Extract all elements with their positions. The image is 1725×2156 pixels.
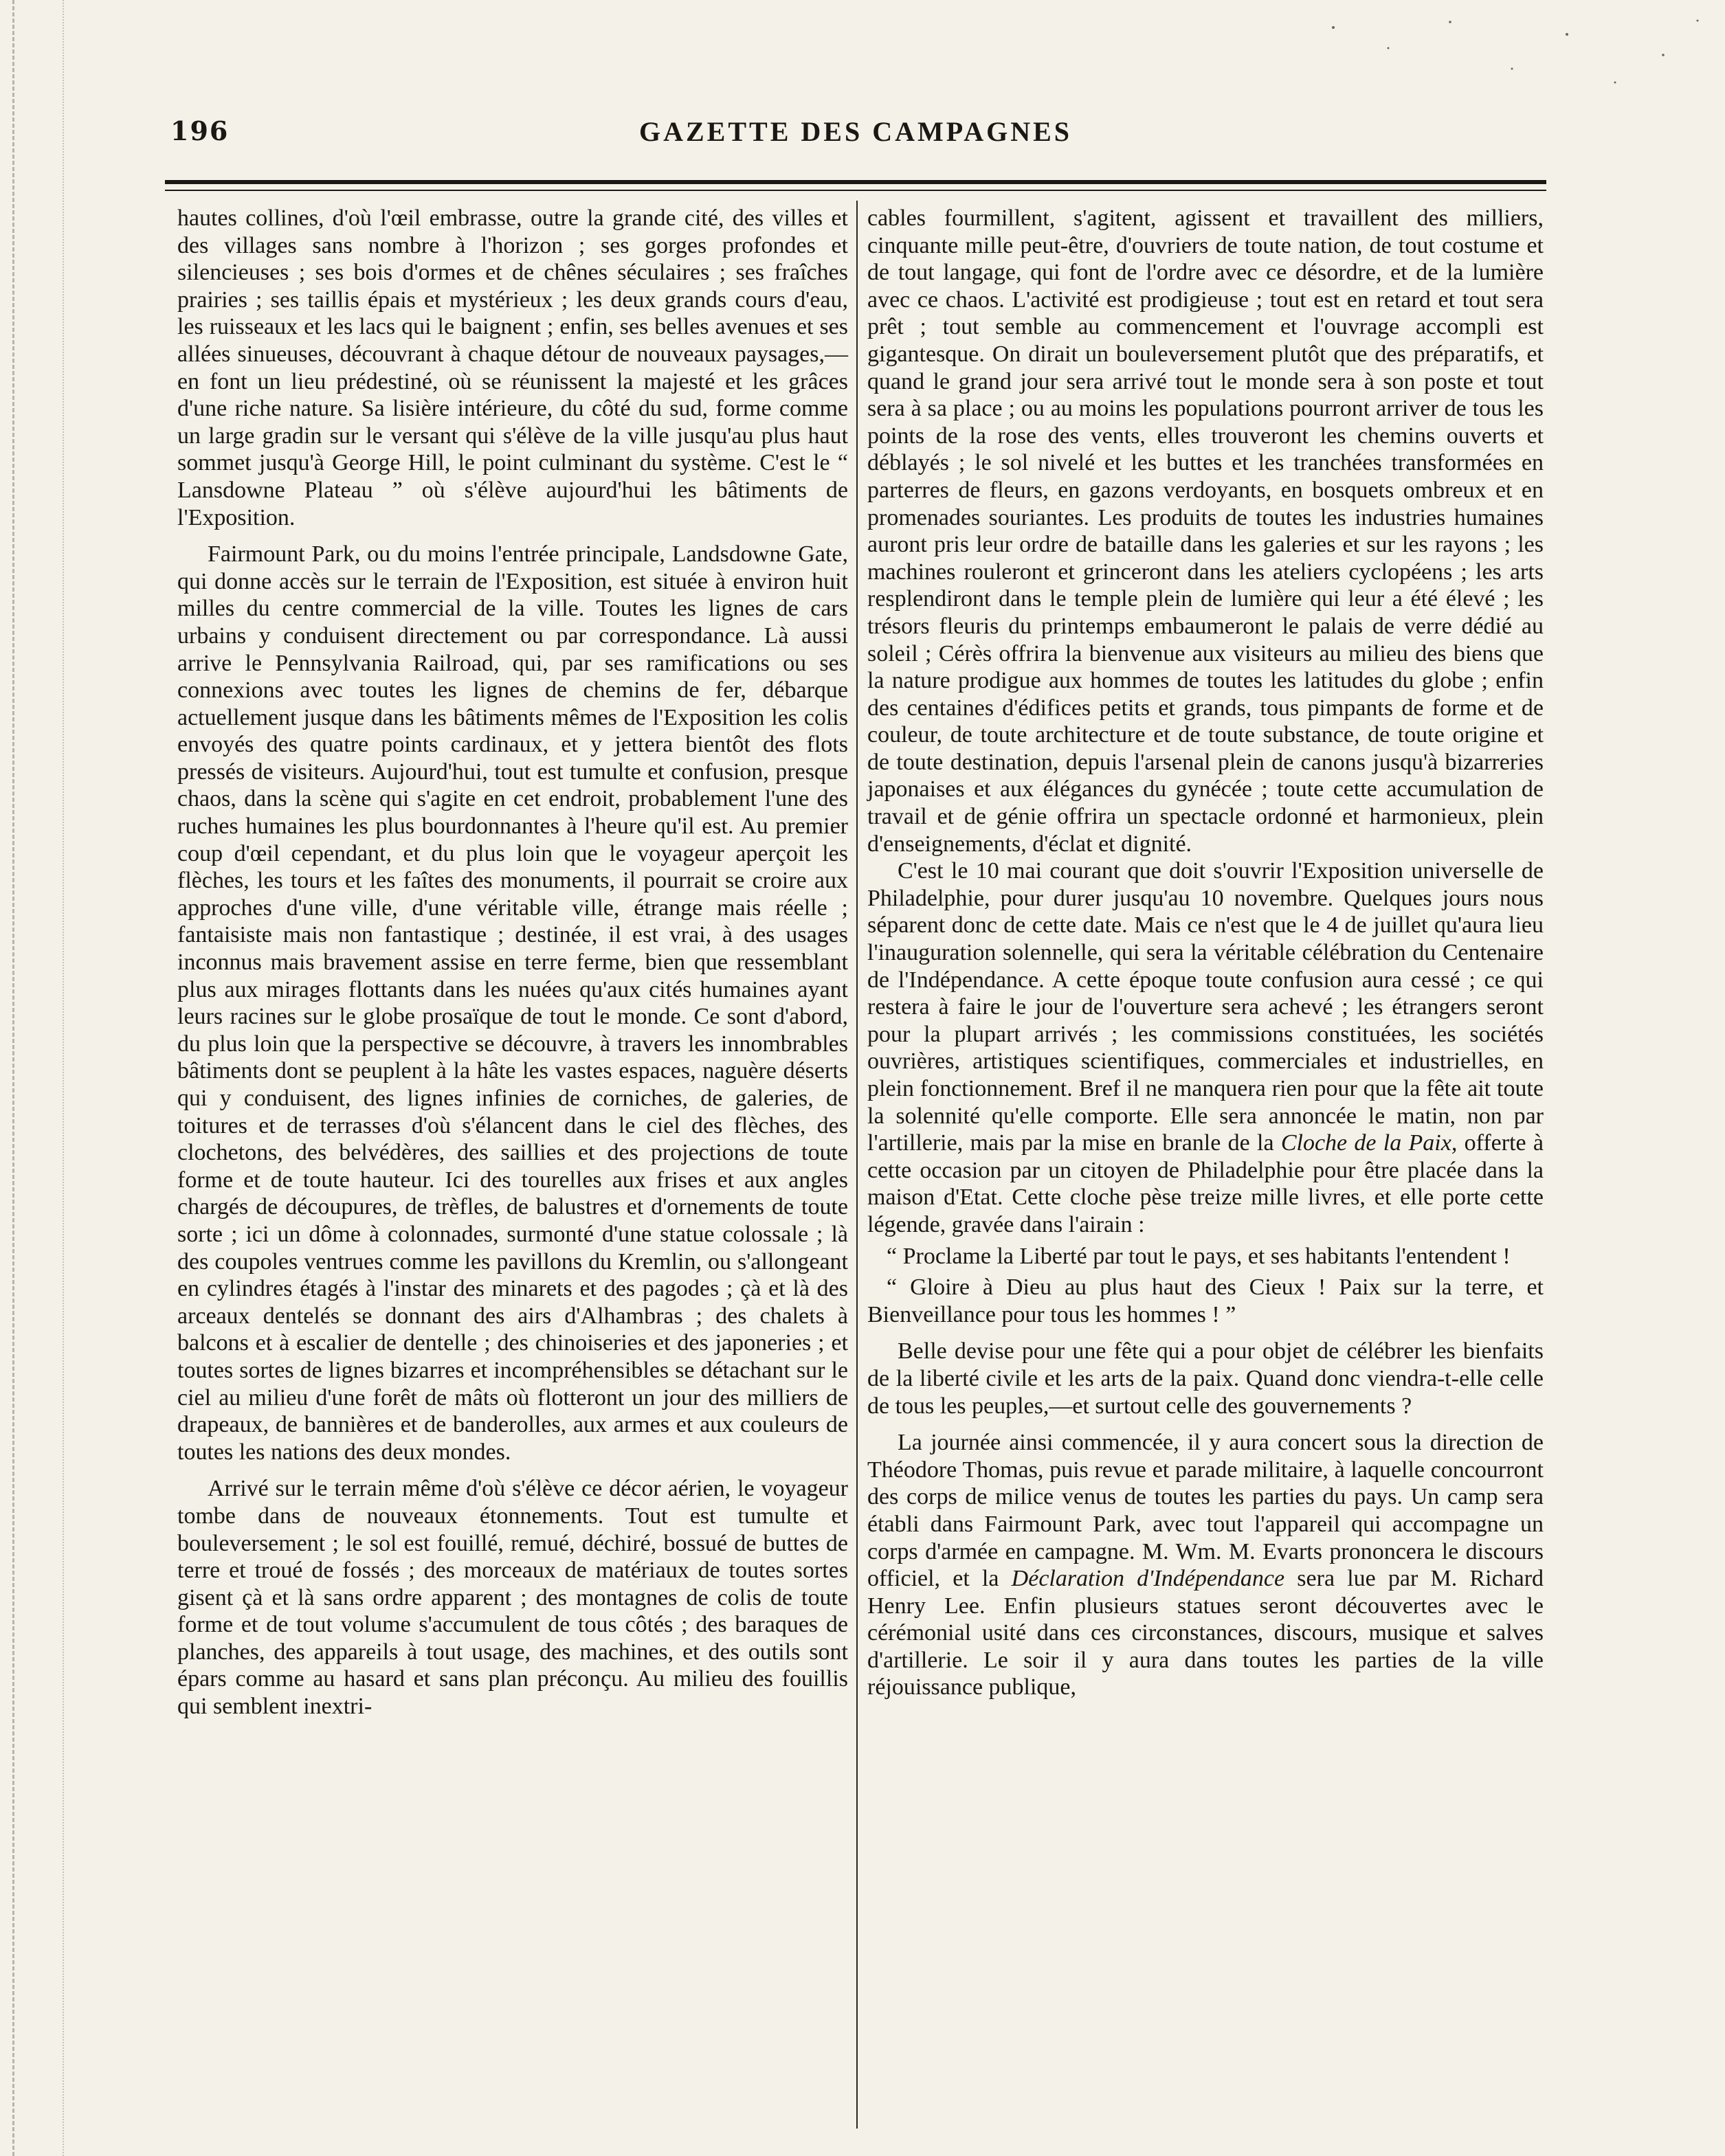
page-number: 196 <box>170 115 230 146</box>
inscription-quote: “ Proclame la Liberté par tout le pays, et ses habitants l'entendent ! <box>887 1243 1511 1269</box>
left-column <box>177 205 848 2108</box>
paragraph: cables fourmillent, s'agitent, agissent et travaillent des milliers, cinquante mille peut-être, d'ouvriers de toute nation, de tout costume et de tout langage, qui font de l'ordre avec ce désordre, et de la lumière avec ce chaos. L'activité est prodigieuse ; tout est en retard et tout sera prêt ; tout semble au commencement et l'ouvrage accompli est gigantesque. On dirait un bouleversement plutôt que des préparatifs, et quand le grand jour sera arrivé tout le monde sera à son poste et tout sera à sa place ; ou au moins les populations pourront arriver de tous les points de la rose des vents, elles trouveront les chemins ouverts et déblayés ; le sol nivelé et les buttes et les tranchées transformées en parterres de fleurs, en gazons verdoyants, en bosquets ombreux et en promenades souriantes. Les produits de toutes les industries humaines auront pris leur ordre de bataille dans les galeries et sur les rayons ; les machines rouleront et grinceront dans les ateliers cyclopéens ; les arts resplendiront dans le temple plein de lumière qui leur a été élevé ; les trésors fleuris du printemps embaumeront le palais de verre dédié au soleil ; Cérès offrira la bienvenue aux visiteurs au milieu des biens que la nature prodigue aux hommes de toutes les latitudes du globe ; enfin des centaines d'édifices petits et grands, tous pimpants de forme et de couleur, de toute architecture et de toute substance, de toute origine et de toute destination, depuis l'arsenal plein de canons jusqu'à bizarreries japonaises et aux élégances du gynécée ; toute cette accumulation de travail et de génie offrira un spectacle ordonné et harmonieux, plein d'enseignements, d'éclat et dignité. <box>867 205 1544 857</box>
paragraph: hautes collines, d'où l'œil embrasse, outre la grande cité, des villes et des villages sans nombre à l'horizon ; ses gorges profondes et silencieuses ; ses bois d'ormes et de chênes séculaires ; ses fraîches prairies ; ses taillis épais et mystérieux ; les deux grands cours d'eau, les ruisseaux et les lacs qui le baignent ; enfin, ses belles avenues et ses allées sinueuses, découvrant à chaque détour de nouveaux paysages,—en font un lieu prédestiné, où se réunissent la majesté et les grâces d'une riche nature. Sa lisière intérieure, du côté du sud, forme comme un large gradin sur le versant qui s'élève de la ville jusqu'au plus haut sommet jusqu'à George Hill, le point culminant du système. C'est le “ Lansdowne Plateau ” où s'élève aujourd'hui les bâtiments de l'Exposition. <box>177 205 848 530</box>
page-header <box>165 115 1546 157</box>
running-head: GAZETTE DES CAMPAGNES <box>638 116 1072 147</box>
header-rule-thin <box>165 190 1546 191</box>
paragraph: Fairmount Park, ou du moins l'entrée principale, Landsdowne Gate, qui donne accès sur le terrain de l'Exposition, est située à environ huit milles du centre commercial de la ville. Toutes les lignes de cars urbains y conduisent directement ou par correspondance. Là aussi arrive le Pennsylvania Railroad, qui, par ses ramifications ou ses connexions avec toutes les lignes de chemins de fer, débarque actuellement jusque dans les bâtiments mêmes de l'Exposition les colis envoyés des quatre points cardinaux, et y jettera bientôt des flots pressés de visiteurs. Aujourd'hui, tout est tumulte et confusion, presque chaos, dans la scène qui s'agite en cet endroit, probablement l'une des ruches humaines les plus bourdonnantes à l'heure qu'il est. Au premier coup d'œil cependant, et du plus loin que le voyageur aperçoit les flèches, les tours et les faîtes des monuments, il pourrait se croire aux approches d'une ville, d'une véritable ville, étrange mais réelle ; fantaisiste mais non fantastique ; destinée, il est vrai, à des usages inconnus mais bravement assise en terre ferme, bien que ressemblant plus aux mirages flottants dans les nuées qu'aux cités humaines ayant leurs racines sur le globe prosaïque de tout le monde. Ce sont d'abord, du plus loin que la perspective se découvre, à travers les innombrables bâtiments dont se peuplent à la hâte les vastes espaces, naguère déserts qui y conduisent, des lignes infinies de corniches, de galeries, de toitures et de terrasses d'où s'élancent dans le ciel des flèches, des clochetons, des belvédères, des saillies et des projections de toute forme et de toute hauteur. Ici des tourelles aux frises et aux angles chargés de découpures, de trèfles, de balustres et d'ornements de toute sorte ; ici un dôme à colonnades, surmonté d'une statue colossale ; là des coupoles ventrues comme les pavillons du Kremlin, ou s'allongeant en cylindres étagés à l'instar des minarets et des pagodes ; çà et là des arceaux dentelés se donnant des airs d'Alhambras ; des chalets à balcons et à escalier de dentelle ; des chinoiseries et des japoneries ; et toutes sortes de lignes bizarres et incompréhensibles se détachant sur le ciel au milieu d'une forêt de mâts où flotteront un jour des milliers de drapeaux, de bannières et de banderolles, aux armes et aux couleurs de toutes les nations des deux mondes. <box>177 541 848 1465</box>
paragraph <box>867 1429 1544 1701</box>
paragraph: Belle devise pour une fête qui a pour objet de célébrer les bienfaits de la liberté civile et les arts de la paix. Quand donc viendra-t-elle celle de tous les peuples,—et surtout celle des gouvernements ? <box>867 1338 1544 1419</box>
paragraph-text: sera lue par M. Richard Henry Lee. Enfin plusieurs statues seront découvertes avec le cérémonial usité dans ces circonstances, discours, musique et salves d'artillerie. Le soir il y aura dans toutes les parties de la ville réjouissance publique, <box>867 1566 1544 1700</box>
paragraph-text: C'est le 10 mai courant que doit s'ouvrir l'Exposition universelle de Philadelphie, pour durer jusqu'au 10 novembre. Quelques jours nous séparent donc de cette date. Mais ce n'est que le 4 de juillet qu'aura lieu l'inauguration solennelle, qui sera la véritable célébration du Centenaire de l'Indépendance. A cette époque toute confusion aura cessé ; ce qui restera à faire le jour de l'ouverture sera achevé ; les étrangers seront pour la plupart arrivés ; les commissions constituées, les sociétés ouvrières, artistiques scientifiques, commerciales et industrielles, en plein fonctionnement. Bref il ne manquera rien pour que la fête ait toute la solennité qu'elle comporte. Elle sera annoncée le matin, non par l'artillerie, mais par la mise en branle de la <box>867 858 1544 1156</box>
column-divider <box>856 201 858 2129</box>
italic-phrase: Cloche de la Paix, <box>1280 1130 1458 1156</box>
paragraph <box>867 857 1544 1238</box>
header-rule <box>165 180 1546 184</box>
italic-phrase: Déclaration d'Indépendance <box>1011 1566 1285 1592</box>
paragraph-text: La journée ainsi commencée, il y aura concert sous la direction de Théodore Thomas, puis revue et parade militaire, à laquelle concourront des corps de milice venus de toutes les parties du pays. Un camp sera établi dans Fairmount Park, avec tout l'appareil qui accompagne un corps d'armée en campagne. M. Wm. M. Evarts prononcera le discours officiel, et la <box>867 1430 1544 1592</box>
inscription-quote: “ Gloire à Dieu au plus haut des Cieux ! Paix sur la terre, et Bienveillance pour tous les hommes ! ” <box>867 1274 1544 1327</box>
paragraph-text: offerte à cette occasion par un citoyen de Philadelphie pour être placée dans la maison d'Etat. Cette cloche pèse treize mille livres, et elle porte cette légende, gravée dans l'airain : <box>867 1130 1544 1237</box>
paragraph: Arrivé sur le terrain même d'où s'élève ce décor aérien, le voyageur tombe dans de nouveaux étonnements. Tout est tumulte et bouleversement ; le sol est fouillé, remué, déchiré, bossué de buttes de terre et troué de fossés ; des morceaux de matériaux de toutes sortes gisent çà et là sans ordre apparent ; des montagnes de colis de toute forme et de tout volume s'accumulent de tous côtés ; des baraques de planches, des appareils à tout usage, des machines, et des outils sont épars comme au hasard et sans plan préconçu. Au milieu des fouillis qui semblent inextri- <box>177 1476 848 1720</box>
print-specks <box>1306 7 1718 110</box>
binding-edge <box>12 0 64 2156</box>
right-column <box>867 205 1544 2108</box>
